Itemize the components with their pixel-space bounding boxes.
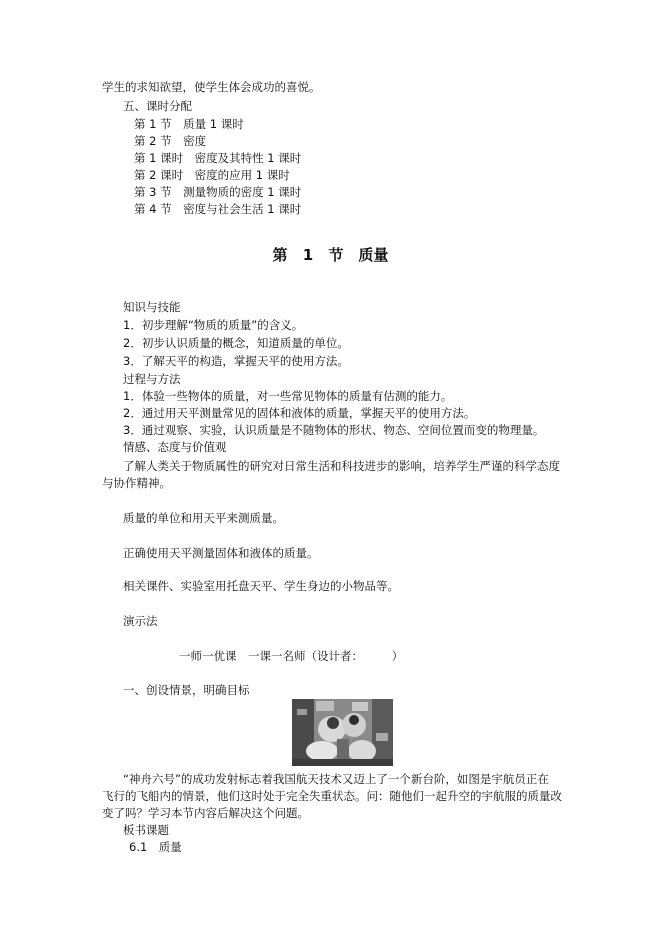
astronauts-photo — [292, 699, 393, 766]
step-heading: 一、创设情景，明确目标 — [123, 683, 250, 697]
board-heading: 板书课题 — [123, 823, 169, 837]
emotion-text-line: 与协作精神。 — [102, 476, 171, 490]
knowledge-item: 2．初步认识质量的概念，知道质量的单位。 — [123, 336, 349, 350]
section-title: 第 1 节 质量 — [272, 246, 389, 264]
scenario-text-line: “神舟六号”的成功发射标志着我国航天技术又迈上了一个新台阶，如图是宇航员正在 — [123, 772, 549, 786]
difficulty-text: 正确使用天平测量固体和液体的质量。 — [123, 546, 319, 560]
knowledge-item: 3．了解天平的构造，掌握天平的使用方法。 — [123, 354, 349, 368]
process-item: 3．通过观察、实验，认识质量是不随物体的形状、物态、空间位置而变的物理量。 — [123, 423, 545, 437]
materials-text: 相关课件、实验室用托盘天平、学生身边的小物品等。 — [123, 579, 399, 593]
schedule-item: 第 3 节 测量物质的密度 1 课时 — [134, 185, 302, 199]
schedule-item: 第 2 节 密度 — [134, 134, 207, 148]
schedule-item: 第 2 课时 密度的应用 1 课时 — [134, 168, 290, 182]
schedule-item: 第 1 节 质量 1 课时 — [134, 117, 244, 131]
key-point-text: 质量的单位和用天平来测质量。 — [123, 511, 284, 525]
designer-line: 一师一优课 一课一名师（设计者： ） — [179, 649, 404, 663]
process-item: 1．体验一些物体的质量，对一些常见物体的质量有估测的能力。 — [123, 389, 453, 403]
schedule-item: 第 1 课时 密度及其特性 1 课时 — [134, 151, 302, 165]
scenario-text-line: 变了吗？学习本节内容后解决这个问题。 — [102, 806, 309, 820]
knowledge-item: 1．初步理解“物质的质量”的含义。 — [123, 318, 304, 332]
scenario-text-line: 飞行的飞船内的情景，他们这时处于完全失重状态。问：随他们一起升空的宇航服的质量改 — [102, 789, 562, 803]
board-item: 6.1 质量 — [129, 840, 182, 854]
emotion-text-line: 了解人类关于物质属性的研究对日常生活和科技进步的影响，培养学生严谨的科学态度 — [123, 459, 560, 473]
schedule-heading: 五、课时分配 — [123, 99, 192, 113]
knowledge-heading: 知识与技能 — [123, 300, 181, 314]
intro-tail-text: 学生的求知欲望，使学生体会成功的喜悦。 — [102, 80, 321, 94]
emotion-heading: 情感、态度与价值观 — [123, 440, 227, 454]
process-item: 2．通过用天平测量常见的固体和液体的质量，掌握天平的使用方法。 — [123, 406, 476, 420]
method-text: 演示法 — [123, 614, 158, 628]
schedule-item: 第 4 节 密度与社会生活 1 课时 — [134, 202, 302, 216]
process-heading: 过程与方法 — [123, 372, 181, 386]
